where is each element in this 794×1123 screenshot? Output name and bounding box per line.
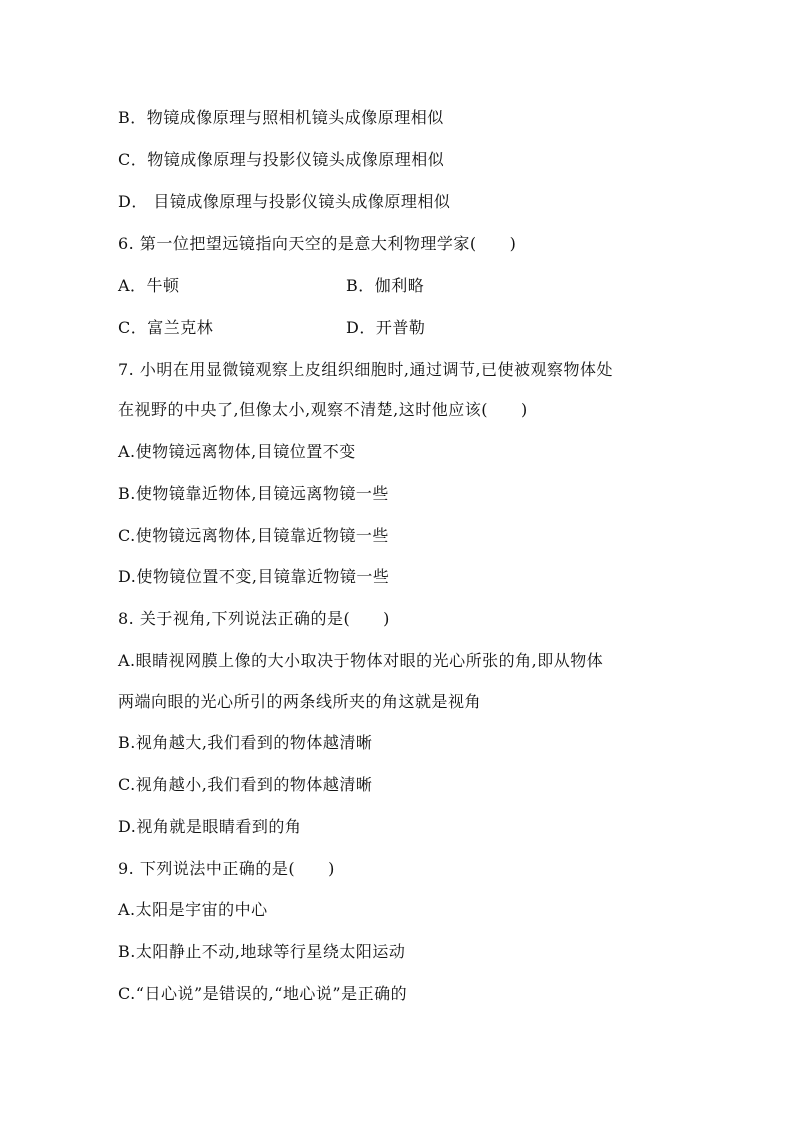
q8-option-a-line2: 两端向眼的光心所引的两条线所夹的角这就是视角: [118, 692, 482, 711]
q5-option-b: B．物镜成像原理与照相机镜头成像原理相似: [118, 108, 444, 127]
q6-stem: 6. 第一位把望远镜指向天空的是意大利物理学家( ): [118, 234, 517, 253]
q8-option-b: B.视角越大,我们看到的物体越清晰: [118, 733, 373, 752]
q9-stem: 9. 下列说法中正确的是( ): [118, 859, 335, 878]
q7-stem-line1: 7. 小明在用显微镜观察上皮组织细胞时,通过调节,已使被观察物体处: [118, 360, 614, 379]
q7-option-b: B.使物镜靠近物体,目镜远离物镜一些: [118, 484, 389, 503]
q6-option-d: D．开普勒: [346, 318, 426, 337]
q5-option-d: D． 目镜成像原理与投影仪镜头成像原理相似: [118, 192, 451, 211]
q6-option-b: B．伽利略: [346, 276, 425, 295]
q7-stem-line2: 在视野的中央了,但像太小,观察不清楚,这时他应该( ): [118, 400, 528, 419]
q7-option-a: A.使物镜远离物体,目镜位置不变: [118, 442, 356, 461]
q6-option-a: A．牛顿: [118, 276, 180, 295]
q8-stem: 8. 关于视角,下列说法正确的是( ): [118, 609, 390, 628]
q6-option-c: C．富兰克林: [118, 318, 214, 337]
q8-option-a-line1: A.眼睛视网膜上像的大小取决于物体对眼的光心所张的角,即从物体: [118, 651, 604, 670]
q8-option-c: C.视角越小,我们看到的物体越清晰: [118, 775, 373, 794]
q9-option-c: C.“日心说”是错误的,“地心说”是正确的: [118, 984, 408, 1003]
q9-option-a: A.太阳是宇宙的中心: [118, 900, 268, 919]
q7-option-c: C.使物镜远离物体,目镜靠近物镜一些: [118, 526, 389, 545]
q9-option-b: B.太阳静止不动,地球等行星绕太阳运动: [118, 942, 406, 961]
q5-option-c: C．物镜成像原理与投影仪镜头成像原理相似: [118, 150, 445, 169]
q8-option-d: D.视角就是眼睛看到的角: [118, 817, 302, 836]
q7-option-d: D.使物镜位置不变,目镜靠近物镜一些: [118, 567, 390, 586]
